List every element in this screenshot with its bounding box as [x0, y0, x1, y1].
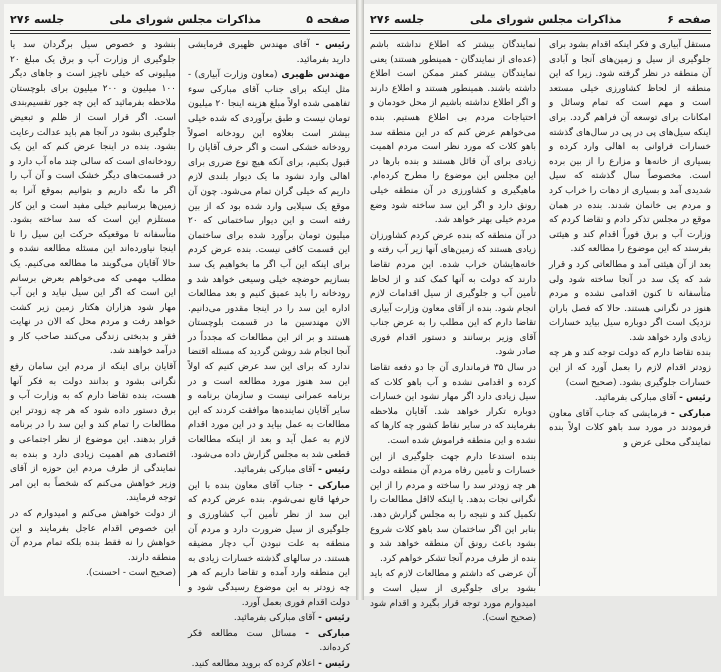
paragraph: [188, 657, 350, 672]
paragraph: [370, 361, 536, 449]
left-page-header: [10, 8, 350, 31]
speaker-name: مبارکی -: [303, 480, 350, 491]
right-page-column-left: [370, 38, 536, 624]
right-page-title: مذاکرات مجلس شورای ملی: [470, 12, 622, 26]
paragraph-text: بعد از آن هیئتی آمد و مطالعاتی کرد و قرار شد که یک سد در آنجا ساخته شود ولی متأسفانه تا کنون اقدامی نشده و مردم هنوز در نگرانی هستند. حالا که فصل باران نزدیک است اگر دوباره سیل بیاید خسارات زیادی وارد خواهد شد.: [549, 259, 711, 343]
paragraph-text: از دولت خواهش می‌کنم و امیدوارم که در این خصوص اقدام عاجل بفرمایند و این خواهش را نه فقط بنده بلکه تمام مردم آن منطقه دارند.: [10, 509, 176, 563]
right-page-number: صفحه ۶: [667, 12, 711, 26]
paragraph: [10, 507, 176, 565]
paragraph: [549, 38, 711, 257]
right-header-rule: [370, 33, 711, 34]
book-gutter: [356, 0, 364, 600]
right-page-column-right: [549, 38, 711, 586]
paragraph: [549, 407, 711, 451]
paragraph: [549, 346, 711, 390]
right-page-header: [370, 8, 711, 31]
paragraph-text: آقای مبارکی بفرمائید.: [233, 465, 316, 476]
paragraph-text: بنشود و خصوص سیل برگردان سد یا جلوگیری از وزارت آب و برق یک مبلغ ۲۰ میلیونی که خیلی ناچیز است و جاهای دیگر ۱۰۰ میلیون و ۲۰۰ میلیون برای بلوچستان ملاحظه بفرمائید که این چه جور تقسیم‌بندی است. اگر قرار است از ظلم و تبعیض جلوگیری بشود در آنجا هم باید عدالت رعایت بشود. بنده در اینجا عرض کنم که این یک رودخانه‌ای است که سالی چند ماه آب دارد و در قسمت‌های دیگر خشک است و آن آب را اگر ما نگه داریم و بتوانیم بموقع آنرا به زمین‌ها برسانیم خیلی مفید است و این کار مستلزم این است که سد ساخته بشود. متأسفانه تا موقعیکه حرکت این سیل را تا اینجا نیاورده‌اند این مسئله مطالعه نشده و حالا آقایان می‌گویند ما مطالعه می‌کنیم. یک مطلب مهمی که می‌خواهم بعرض برسانم این است که اگر این سیل نیاید و این آب مهار شود هزاران هکتار زمین زیر کشت خواهد رفت و مردم محل که الان در نهایت فقر و بدبختی زندگی می‌کنند صاحب کار و درآمد خواهند شد.: [10, 40, 176, 357]
paragraph-text: آقای مبارکی بفرمائید.: [233, 613, 316, 624]
paragraph-text: آقای مبارکی بفرمائید.: [594, 393, 677, 404]
paragraph-text: بنده استدعا دارم جهت جلوگیری از این خسارات و تأمین رفاه مردم آن منطقه دولت هر چه زودتر سد را ساخته و مردم را از این نگرانی نجات بدهد. یا اینکه لااقل مطالعات را تکمیل کند و نتیجه را به مجلس گزارش دهد. بنابر این اگر ساختمان سد باهو کلات شروع بشود باعث رونق آن منطقه خواهد شد و بنده از طرف مردم آنجا تشکر خواهم کرد.: [370, 451, 536, 564]
paragraph-text: آقای مهندس ظهیری فرمایشی دارید بفرمائید.: [188, 40, 350, 65]
paragraph: [188, 68, 350, 462]
left-column-divider: [179, 38, 180, 586]
left-page-column-left: [10, 38, 176, 586]
left-page-title: مذاکرات مجلس شورای ملی: [109, 12, 262, 26]
left-header-rule: [10, 33, 350, 34]
speaker-name: رئیس -: [309, 40, 350, 50]
paragraph-text: (صحیح است - احسنت).: [85, 568, 176, 579]
paragraph-text: اعلام کرده که بروید مطالعه کنید.: [191, 658, 316, 669]
paragraph: [188, 627, 350, 656]
right-column-divider: [539, 38, 540, 586]
speaker-name: مهندس ظهیری: [277, 70, 351, 81]
speaker-name: رئیس -: [676, 393, 711, 404]
paragraph: [188, 611, 350, 626]
paragraph-text: جناب آقای معاون بنده با این حرفها قانع نمی‌شوم. بنده عرض کردم که این سد از نظر تأمین آب کشاورزی و جلوگیری از سیل ضرورت دارد و مردم آن منطقه به علت نبودن آب دچار مضیقه هستند. در سالهای گذشته خسارات زیادی به این منطقه وارد آمده و تقاضا داریم که هر چه زودتر به این موضوع رسیدگی شود و دولت اقدام فوری بعمل آورد.: [188, 480, 350, 608]
paragraph: [370, 229, 536, 360]
speaker-name: مبارکی -: [667, 408, 711, 419]
paragraph-text: (معاون وزارت آبیاری) - مثل اینکه برای جناب آقای مبارکی سوء تفاهمی شده اولاً مبلغ هزینه اینجا ۲۰ میلیون تومان نیست و طبق برآوردی که شده خیلی بیشتر است بعلاوه این رودخانه اصولاً رودخانه خشکی است و اگر حرف آقایان را قبول بکنیم، برای آنکه هیچ نوع ضرری برای اهالی وارد نشود ما یک دیوار بلندی لازم داریم که خیلی گران تمام می‌شود. چون آن موقع یک سیلابی وارد شده بود که از بین رفته است و این دیوار ساختمانی که ۲۰ میلیون تومان برآورد شده برای ساختمان این قسمت کافی نیست. بنده عرض کردم برای اینکه این آب اگر ما بخواهیم یک سد بسازیم حوضچه خیلی وسیعی خواهد شد و رودخانه را باید عمیق کنیم و بعد مطالعات اداره این سد را در اینجا مقدور می‌دانیم. الان مهندسین ما در قسمت بلوچستان هستند و بر اثر این مطالعات که مجدداً در آنجا انجام شد روشن گردید که مسئله اقتضا ندارد که برای این سد عرض کنیم که اولاً این سد هنوز مورد مطالعه است و در برنامه عمرانی نیست و سازمان برنامه و سایر آقایان نماینده‌ها موافقت کردند که این مطالعات به عمل بیاید و در این مورد اقدام لازم به عمل آید و بعد از اینکه مطالعات قطعی شد به مجلس گزارش داده می‌شود.: [188, 70, 350, 460]
paragraph: [10, 566, 176, 581]
paragraph-text: آقایان برای اینکه از مردم این سامان رفع نگرانی بشود و بدانند دولت به فکر آنها هست، بنده تقاضا دارم که به وزارت آب و برق دستور داده شود که هر چه زودتر این مطالعات را تمام کند و این سد را در برنامه قرار بدهند. این موضوع از نظر اجتماعی و اقتصادی هم اهمیت زیادی دارد و بنده به نمایندگی از طرف مردم این حوزه از آقای وزیر خواهش می‌کنم که شخصاً به این امر توجه فرمایند.: [10, 362, 176, 504]
paragraph: [549, 258, 711, 346]
paragraph-text: فرمایشی که جناب آقای معاون فرمودند در مورد سد باهو کلات اولاً بنده نمایندگی محلی عرض و: [549, 408, 711, 449]
paragraph: [188, 463, 350, 478]
right-page-session: جلسه ۲۷۶: [370, 12, 425, 26]
left-page-number: صفحه ۵: [306, 12, 350, 26]
speaker-name: مبارکی -: [296, 628, 350, 639]
left-page-session: جلسه ۲۷۶: [10, 12, 65, 26]
paragraph: [370, 450, 536, 567]
paragraph-text: آن عرضی که داشتم و مطالعات لازم که باید بشود برای جلوگیری از سیل است و امیدوارم مورد توجه قرار بگیرد و اقدام شود (صحیح است).: [370, 569, 536, 624]
paragraph-text: نمایندگان بیشتر که اطلاع نداشته باشم (عده‌ای از نمایندگان - همینطور هستند) یعنی نمایندگان بیشتر کمتر ممکن است اطلاع داشته باشند. همینطور هستند و اطلاع دارند و اگر اطلاع نداشته باشیم از محل خودمان و احتیاجات مردم بی اطلاع هستیم. بنده می‌خواهم عرض کنم که در این منطقه سد باهو کلات که مورد نظر است مردم اهمیت زیادی برای آن قائل هستند و بنده بارها در این مجلس این موضوع را مطرح کرده‌ام. ماهیگیری و کشاورزی در آن منطقه خیلی رونق دارد و اگر این سد ساخته شود وضع مردم خیلی بهتر خواهد شد.: [370, 40, 536, 226]
paragraph-text: در سال ۳۵ فرمانداری آن جا دو دفعه تقاضا کرده و اقدامی نشده و آب باهو کلات که سیل زیادی دارد اگر مهار نشود این خسارات دوباره تکرار خواهد شد. آقایان ملاحظه بفرمایند که در سایر نقاط کشور چه کارها که نشده و این منطقه فراموش شده است.: [370, 363, 536, 447]
paragraph: [549, 391, 711, 406]
speaker-name: رئیس -: [315, 613, 350, 624]
paragraph: [188, 38, 350, 67]
left-page-column-right: [188, 38, 351, 669]
paragraph-text: بنده تقاضا دارم که دولت توجه کند و هر چه زودتر اقدام لازم را بعمل آورد که از این خسارات جلوگیری بشود. (صحیح است): [549, 348, 711, 388]
paragraph-text: در آن منطقه که بنده عرض کردم کشاورزان زیادی هستند که زمین‌های آنها زیر آب رفته و خانه‌هایشان خراب شده. این مردم تقاضا دارند که دولت به آنها کمک کند و از لحاظ تأمین آب و جلوگیری از سیل اقدامات لازم انجام شود. بنده از آقای معاون وزارت آبیاری تقاضا دارم که این مطلب را به عرض جناب آقای وزیر برسانند و دستور اقدام فوری صادر شود.: [370, 230, 536, 358]
paragraph: [370, 567, 536, 625]
paragraph-text: مستقل آبیاری و فکر اینکه اقدام بشود برای جلوگیری از سیل و زمین‌های آنجا و آبادی آن منطقه در نظر گرفته شود. زیرا که این منطقه از لحاظ کشاورزی خیلی مستعد است و مهم است که تمام وسائل و امکانات برای توسعه آن فراهم گردد. برای اینکه سیل‌های پی در پی در سال‌های گذشته خسارات فراوانی به اهالی وارد کرده و بسیاری از خانه‌ها و مزارع را از بین برده است. مخصوصاً سال گذشته که سیل شدیدی آمد و بسیاری از دهات را خراب کرد و مردم بی خانمان شدند. بنده در همان موقع در مجلس تذکر دادم و تقاضا کردم که وزارت آب و برق فوراً اقدام کند و هیئتی بفرستد که این موضوع را مطالعه کند.: [549, 40, 711, 255]
paragraph: [10, 38, 176, 359]
speaker-name: رئیس -: [315, 658, 350, 669]
right-page: [364, 4, 717, 624]
paragraph: [10, 360, 176, 506]
paragraph: [370, 38, 536, 228]
paragraph: [188, 479, 350, 610]
paragraph-text: مسائل ست مطالعه فکر کرده‌اند.: [188, 628, 350, 654]
left-page: [4, 4, 356, 669]
speaker-name: رئیس -: [315, 465, 350, 476]
